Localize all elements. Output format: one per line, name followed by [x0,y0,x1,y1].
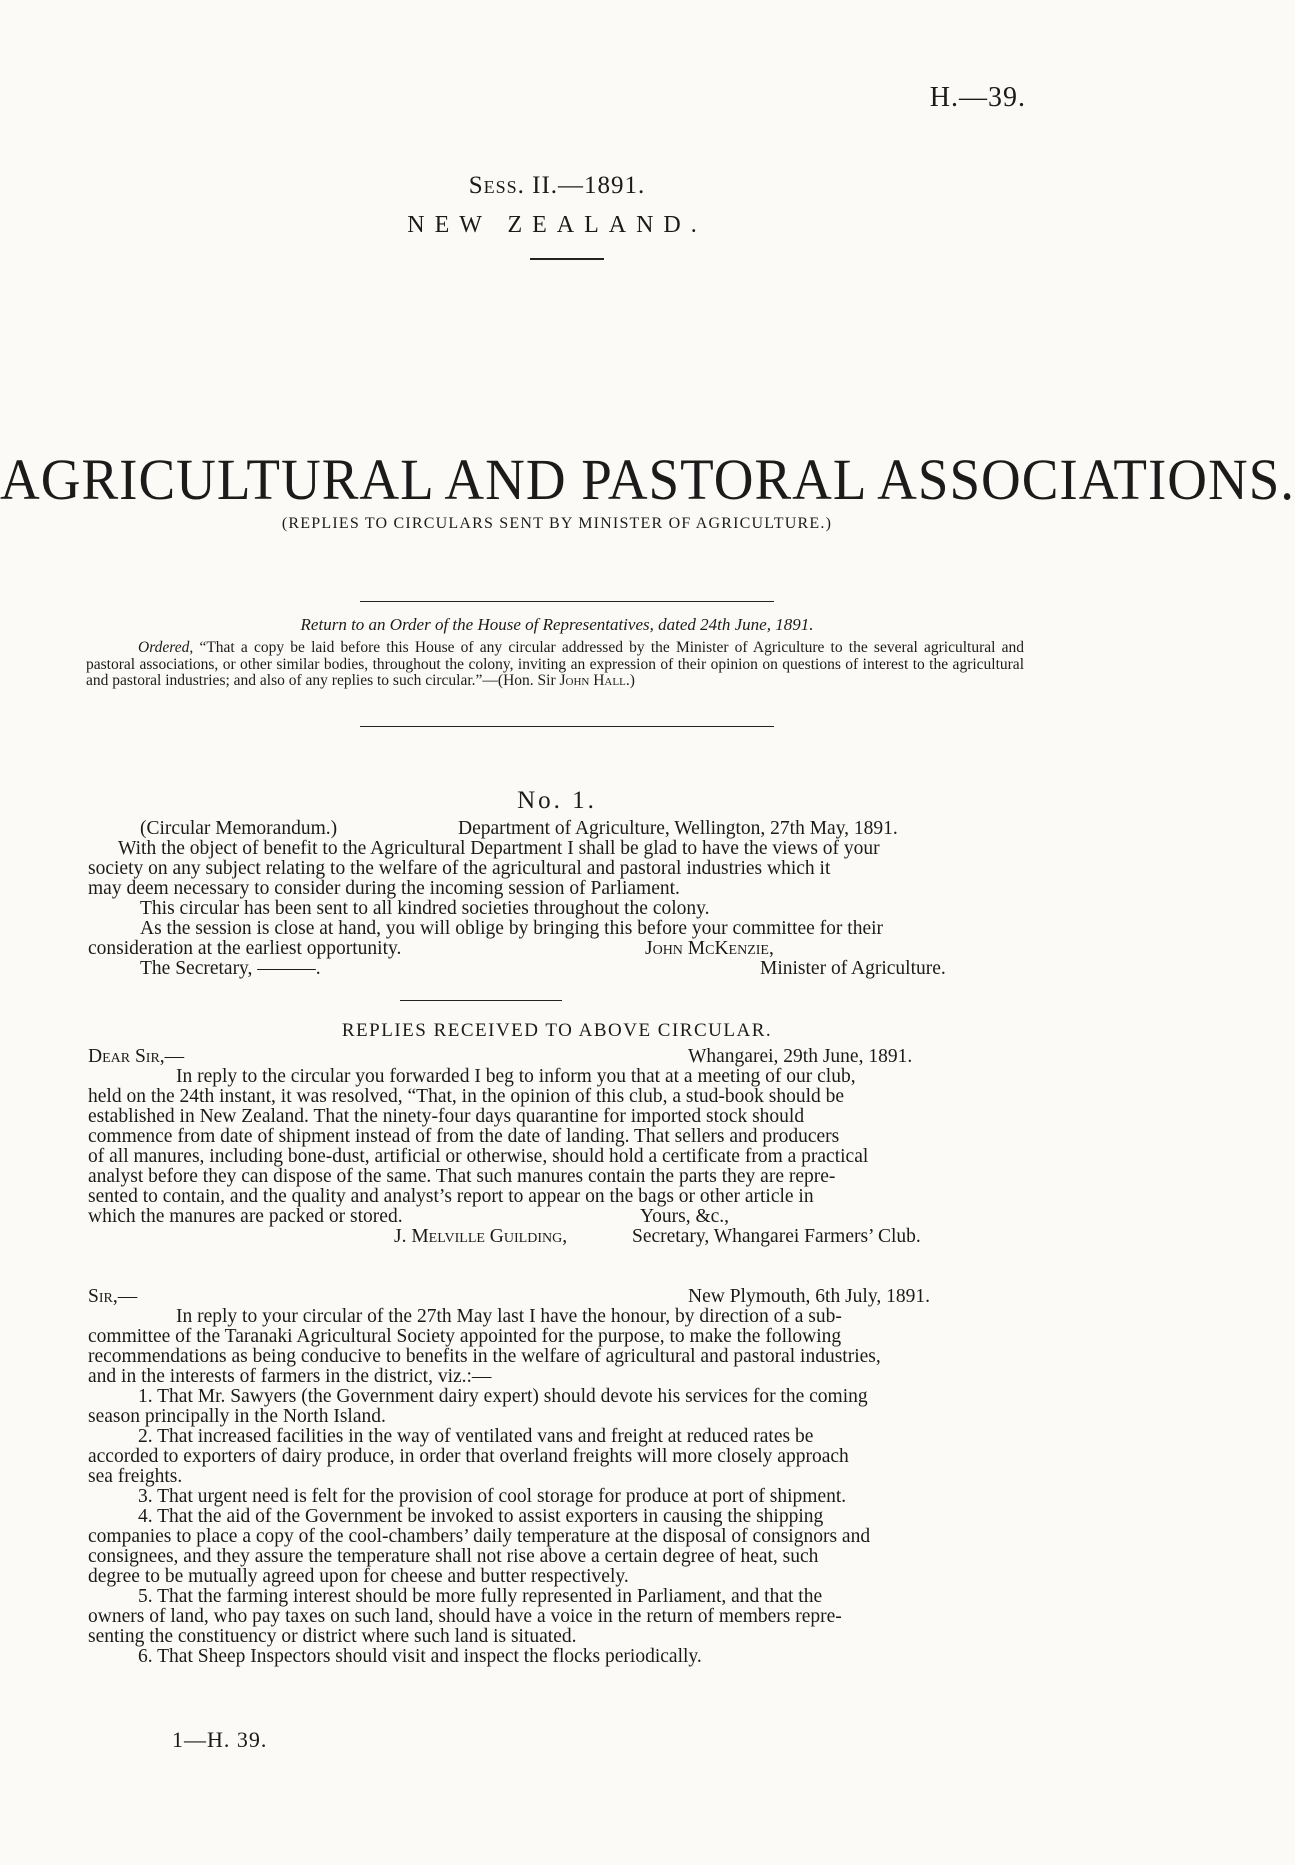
recommendation-item: season principally in the North Island. [88,1406,386,1427]
recommendation-item: 4. That the aid of the Government be invoked to assist exporters in causing the shipping [138,1506,824,1527]
divider [360,601,774,602]
ordered-name: John Hall [559,672,626,689]
letter1-line: which the manures are packed or stored. [88,1206,403,1227]
letter2-line: In reply to your circular of the 27th May last I have the honour, by direction of a sub- [176,1306,842,1327]
ordered-label: Ordered, [138,639,194,656]
letter1-line: held on the 24th instant, it was resolved, “That, in the opinion of this club, a stud-book should be [88,1086,845,1107]
letter1-line: established in New Zealand. That the ninety-four days quarantine for imported stock should [88,1106,805,1127]
circular-line: With the object of benefit to the Agricultural Department I shall be glad to have the views of your [118,838,880,859]
footer-reference: 1—H. 39. [172,1727,268,1752]
circular-line: society on any subject relating to the welfare of the agricultural and pastoral industries which it [88,858,831,879]
circular-line: consideration at the earliest opportunity. [88,938,402,959]
replies-heading: REPLIES RECEIVED TO ABOVE CIRCULAR. [341,1020,773,1041]
recommendation-item: companies to place a copy of the cool-chambers’ daily temperature at the disposal of consignors and [88,1526,871,1547]
circular-signer-title: Minister of Agriculture. [760,958,946,979]
circular-secretary: The Secretary, ———. [140,958,321,979]
letter1-line: analyst before they can dispose of the same. That such manures contain the parts they are repre- [88,1166,836,1187]
recommendation-item: accorded to exporters of dairy produce, in order that overland freights will more closely approach [88,1446,849,1467]
letter1-line: commence from date of shipment instead of from the date of landing. That sellers and producers [88,1126,840,1147]
page-reference: H.—39. [929,82,1026,113]
recommendation-item: senting the constituency or district where such land is situated. [88,1626,577,1647]
letter1-line: of all manures, including bone-dust, artificial or otherwise, should hold a certificate from a practical [88,1146,869,1167]
document-subtitle: (REPLIES TO CIRCULARS SENT BY MINISTER OF AGRICULTURE.) [281,515,833,532]
circular-signatory: John McKenzie, [645,938,774,959]
letter1-closing: Yours, &c., [640,1206,730,1227]
document-title: AGRICULTURAL AND PASTORAL ASSOCIATIONS. [0,447,1295,512]
recommendation-item: 6. That Sheep Inspectors should visit and inspect the flocks periodically. [138,1646,702,1667]
ordered-end: .) [625,672,635,689]
letter2-line: committee of the Taranaki Agricultural Society appointed for the purpose, to make the following [88,1326,842,1347]
circular-line: As the session is close at hand, you will oblige by bringing this before your committee for their [140,918,884,939]
recommendation-item: 2. That increased facilities in the way of ventilated vans and freight at reduced rates be [138,1426,814,1447]
circular-dept-line: Department of Agriculture, Wellington, 27th May, 1891. [458,818,898,839]
session-line: Sess. II.—1891. [468,172,646,199]
letter1-salutation: Dear Sir,— [88,1046,185,1067]
letter1-place-date: Whangarei, 29th June, 1891. [688,1046,913,1067]
letter2-salutation: Sir,— [88,1286,138,1307]
ordered-paragraph [86,640,1024,690]
letter2-place-date: New Plymouth, 6th July, 1891. [688,1286,930,1307]
circular-line: may deem necessary to consider during the incoming session of Parliament. [88,878,680,899]
recommendation-item: 5. That the farming interest should be more fully represented in Parliament, and that the [138,1586,823,1607]
divider [360,726,774,727]
ordered-text: “That a copy be laid before this House of any circular addressed by the Minister of Agriculture to the several agricultural and pastoral associations, or other similar bodies, throughout the colony, inviting an expression of their opinion on questions of interest to the agricultural and pastoral industries; and also of any replies to such circular.”—(Hon. Sir [86,639,1024,689]
divider [400,1000,562,1001]
country-line: NEW ZEALAND. [407,212,707,238]
recommendation-item: sea freights. [88,1466,183,1487]
letter1-signer: J. Melville Guilding, [394,1226,568,1247]
order-return-line: Return to an Order of the House of Representatives, dated 24th June, 1891. [300,615,814,634]
recommendation-item: consignees, and they assure the temperature shall not rise above a certain degree of heat, such [88,1546,819,1567]
letter1-signer-title: Secretary, Whangarei Farmers’ Club. [632,1226,921,1247]
recommendation-item: 3. That urgent need is felt for the provision of cool storage for produce at port of shipment. [138,1486,847,1507]
recommendation-item: 1. That Mr. Sawyers (the Government dairy expert) should devote his services for the coming [138,1386,868,1407]
letter2-line: and in the interests of farmers in the district, viz.:— [88,1366,492,1387]
letter2-line: recommendations as being conducive to benefits in the welfare of agricultural and pastoral industries, [88,1346,881,1367]
circular-number: No. 1. [517,787,597,814]
divider [530,258,604,260]
recommendation-item: degree to be mutually agreed upon for cheese and butter respectively. [88,1566,629,1587]
circular-line: This circular has been sent to all kindred societies throughout the colony. [140,898,710,919]
letter1-line: In reply to the circular you forwarded I beg to inform you that at a meeting of our club, [176,1066,856,1087]
letter1-line: sented to contain, and the quality and analyst’s report to appear on the bags or other article in [88,1186,814,1207]
circular-memo-label: (Circular Memorandum.) [140,818,338,839]
recommendation-item: owners of land, who pay taxes on such land, should have a voice in the return of members repre- [88,1606,842,1627]
